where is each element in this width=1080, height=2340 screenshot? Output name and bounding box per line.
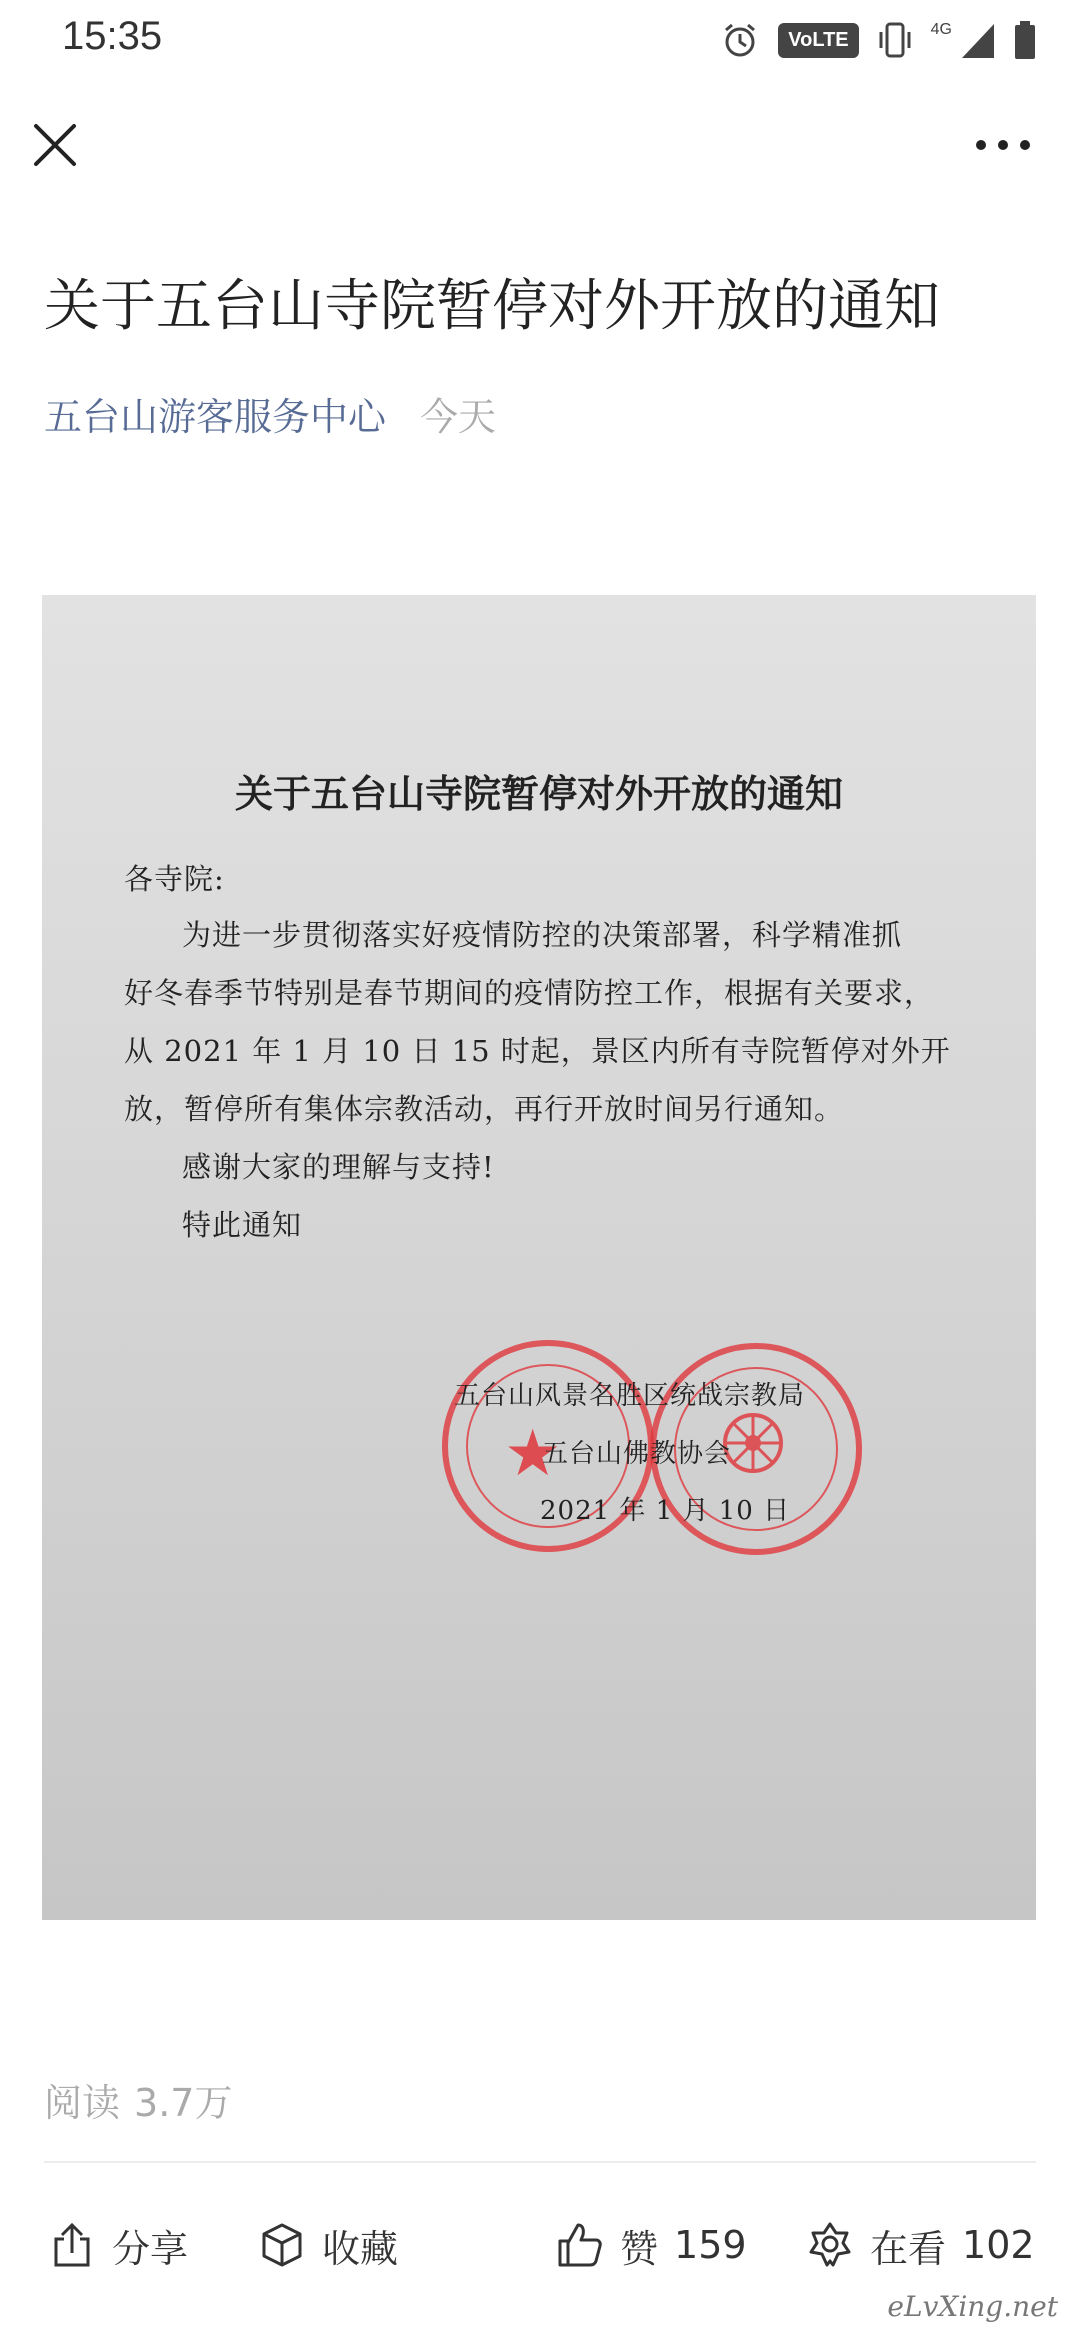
- like-button[interactable]: [556, 2210, 747, 2280]
- bottom-action-bar: [0, 2210, 1080, 2280]
- read-label: 阅读: [44, 2081, 121, 2125]
- share-label: 分享: [112, 2226, 189, 2271]
- alarm-icon: [720, 20, 760, 60]
- battery-icon: [1014, 20, 1036, 60]
- signal-icon: [960, 20, 996, 60]
- document-line: 为进一步贯彻落实好疫情防控的决策部署，科学精准抓: [182, 918, 903, 952]
- watching-count: 102: [962, 2223, 1035, 2267]
- watermark: eLvXing.net: [887, 2290, 1058, 2323]
- article-meta: [44, 386, 496, 441]
- document-title: 关于五台山寺院暂停对外开放的通知: [234, 771, 843, 816]
- article-title: 关于五台山寺院暂停对外开放的通知: [44, 274, 940, 339]
- close-icon[interactable]: [30, 120, 80, 170]
- document-signatory-1: 五台山风景名胜区统战宗教局: [454, 1381, 806, 1411]
- read-count: [44, 2072, 232, 2127]
- document-line: 放，暂停所有集体宗教活动，再行开放时间另行通知。: [124, 1092, 845, 1126]
- document-closing: 特此通知: [182, 1208, 303, 1242]
- like-label: 赞: [620, 2226, 659, 2271]
- article-author[interactable]: 五台山游客服务中心: [44, 395, 387, 439]
- watching-label: 在看: [870, 2226, 947, 2271]
- document-salutation: 各寺院:: [124, 862, 225, 896]
- read-value: 3.7万: [134, 2081, 233, 2125]
- watching-button[interactable]: [806, 2210, 1035, 2280]
- status-bar: [0, 0, 1080, 80]
- favorite-label: 收藏: [322, 2226, 399, 2271]
- share-icon: [48, 2221, 96, 2269]
- like-icon: [556, 2221, 604, 2269]
- seal-star-icon: ★: [504, 1417, 562, 1491]
- article-date: 今天: [420, 395, 497, 439]
- document-sign-date: 2021 年 1 月 10 日: [540, 1496, 791, 1526]
- status-time: 15:35: [62, 14, 163, 58]
- document-line: 从 2021 年 1 月 10 日 15 时起，景区内所有寺院暂停对外开: [124, 1034, 951, 1068]
- document-photo[interactable]: [42, 595, 1036, 1920]
- share-button[interactable]: [48, 2210, 188, 2280]
- document-line: 好冬春季节特别是春节期间的疫情防控工作，根据有关要求，: [124, 976, 935, 1010]
- volte-badge: VoLTE: [778, 23, 858, 58]
- like-count: 159: [674, 2223, 747, 2267]
- favorite-button[interactable]: [258, 2210, 398, 2280]
- document-thanks: 感谢大家的理解与支持!: [182, 1150, 495, 1184]
- document-signatory-2: 五台山佛教协会: [542, 1439, 732, 1469]
- watching-icon: [806, 2221, 854, 2269]
- vibrate-icon: [877, 20, 913, 60]
- favorite-icon: [258, 2221, 306, 2269]
- network-type: 4G: [930, 21, 952, 38]
- more-icon[interactable]: [976, 135, 1030, 155]
- divider: [44, 2161, 1036, 2163]
- status-icons: [720, 18, 1036, 62]
